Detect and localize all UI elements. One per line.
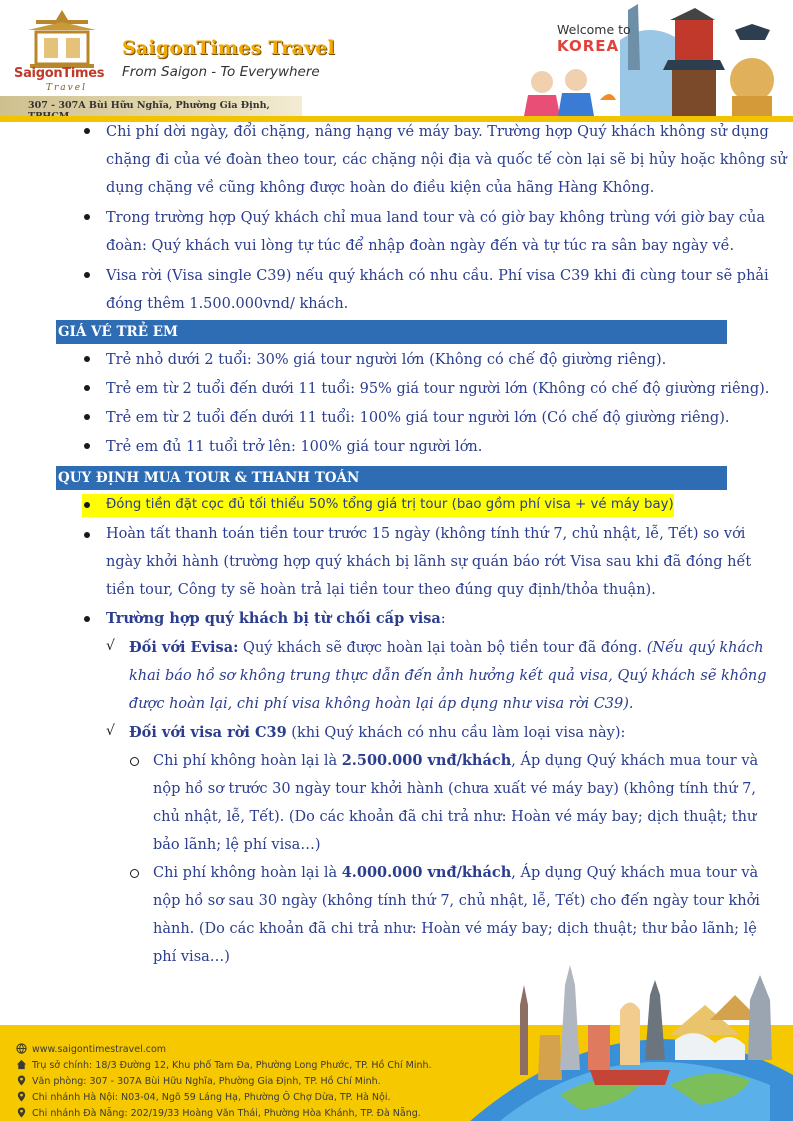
check-mark-icon: √ [106,638,115,654]
bullet-dot [84,532,90,538]
c39-sub1-line-2: nộp hồ sơ trước 30 ngày tour khởi hành (chưa xuất vé máy bay) (không tính thứ 7, [153,781,756,797]
intro-bullet-2-line-2: đoàn: Quý khách vui lòng tự túc để nhập đoàn ngày đến và tự túc ra sân bay ngày về. [106,238,735,254]
evisa-line-1: Đối với Evisa: Quý khách sẽ được hoàn lại toàn bộ tiền tour đã đóng. (Nếu quý khách [129,639,764,656]
section-heading-payment-rules: QUY ĐỊNH MUA TOUR & THANH TOÁN [56,466,727,490]
bullet-dot [84,616,90,622]
section-heading-children-price: GIÁ VÉ TRẺ EM [56,320,727,344]
intro-bullet-3-line-2: đóng thêm 1.500.000vnd/ khách. [106,296,349,312]
location-pin-icon [16,1107,27,1118]
footer-hanoi-branch: Chi nhánh Hà Nội: N03-04, Ngõ 59 Láng Hạ, Phường Ô Chợ Dừa, TP. Hà Nội. [16,1091,391,1103]
header-address-bar [0,96,302,116]
bullet-dot [84,272,90,278]
bullet-dot [84,385,90,391]
sub-bullet-circle [130,869,139,878]
bullet-dot [84,214,90,220]
c39-sub2-line-3: hành. (Do các khoản đã chi trả như: Hoàn vé máy bay; dịch thuật; thư bảo lãnh; lệ [153,921,757,937]
logo-wordmark: SaigonTimes [14,66,105,81]
footer-danang-branch: Chi nhánh Đà Nẵng: 202/19/33 Hoàng Văn Thái, Phường Hòa Khánh, TP. Đà Nẵng. [16,1107,421,1119]
complete-payment-line-2: ngày khởi hành (trường hợp quý khách bị lãnh sự quán báo rớt Visa sau khi đã đóng hết [106,554,752,570]
location-pin-icon [16,1075,27,1086]
bullet-dot [84,128,90,134]
c39-sub2-line-1: Chi phí không hoàn lại là 4.000.000 vnđ/khách, Áp dụng Quý khách mua tour và [153,864,759,881]
bullet-dot [84,502,90,508]
footer-office: Văn phòng: 307 - 307A Bùi Hữu Nghĩa, Phường Gia Định, TP. Hồ Chí Minh. [16,1075,381,1087]
complete-payment-line-3: tiền tour, Công ty sẽ hoàn trả lại tiền tour theo đúng quy định/thỏa thuận). [106,582,656,598]
visa-refusal-heading: Trường hợp quý khách bị từ chối cấp visa: [106,610,446,627]
bullet-dot [84,356,90,362]
evisa-line-2: khai báo hồ sơ không trung thực dẫn đến ảnh hưởng kết quả visa, Quý khách sẽ không [129,668,767,684]
children-price-item: Trẻ em đủ 11 tuổi trở lên: 100% giá tour người lớn. [106,439,483,455]
intro-bullet-1-line-3: dụng chặng về cũng không được hoàn do điều kiện của hãng Hàng Không. [106,180,655,196]
home-icon [16,1059,27,1070]
logo-subtitle: Travel [46,83,87,93]
c39-sub2-line-4: phí visa…) [153,949,230,965]
check-mark-icon: √ [106,723,115,739]
footer-head-office: Trụ sở chính: 18/3 Đường 12, Khu phố Tam Đa, Phường Long Phước, TP. Hồ Chí Minh. [16,1059,432,1071]
banner-welcome-text: Welcome to [557,22,631,37]
bullet-dot [84,414,90,420]
brand-name: SaigonTimes Travel [122,37,335,59]
korea-banner-illustration [520,0,793,116]
children-price-item: Trẻ nhỏ dưới 2 tuổi: 30% giá tour người lớn (Không có chế độ giường riêng). [106,352,667,368]
c39-sub1-line-1: Chi phí không hoàn lại là 2.500.000 vnđ/khách, Áp dụng Quý khách mua tour và [153,752,759,769]
c39-sub2-line-2: nộp hồ sơ sau 30 ngày (không tính thứ 7, chủ nhật, lễ, Tết) cho đến ngày tour khởi [153,893,760,909]
complete-payment-line-1: Hoàn tất thanh toán tiền tour trước 15 ngày (không tính thứ 7, chủ nhật, lễ, Tết) so với [106,526,746,542]
intro-bullet-1-line-2: chặng đi của vé đoàn theo tour, các chặng nội địa và quốc tế còn lại sẽ bị hủy hoặc không sử [106,152,787,168]
c39-heading: Đối với visa rời C39 (khi Quý khách có nhu cầu làm loại visa này): [129,724,626,741]
globe-icon [16,1043,27,1054]
intro-bullet-2-line-1: Trong trường hợp Quý khách chỉ mua land tour và có giờ bay không trùng với giờ bay của [106,210,765,226]
intro-bullet-1-line-1: Chi phí dời ngày, đổi chặng, nâng hạng vé máy bay. Trường hợp Quý khách không sử dụng [106,124,769,140]
sub-bullet-circle [130,757,139,766]
world-landmarks-globe-illustration [470,965,793,1121]
children-price-item: Trẻ em từ 2 tuổi đến dưới 11 tuổi: 100% giá tour người lớn (Có chế độ giường riêng). [106,410,730,426]
evisa-line-3: được hoàn lại, chi phí visa không hoàn lại áp dụng như visa rời C39). [129,696,634,712]
c39-sub1-line-4: bảo lãnh; lệ phí visa…) [153,837,321,853]
children-price-item: Trẻ em từ 2 tuổi đến dưới 11 tuổi: 95% giá tour người lớn (Không có chế độ giường riêng). [106,381,770,397]
deposit-rule: Đóng tiền đặt cọc đủ tối thiểu 50% tổng giá trị tour (bao gồm phí visa + vé máy bay) [106,497,674,512]
page-header [0,0,793,122]
footer-website[interactable]: www.saigontimestravel.com [16,1043,166,1055]
location-pin-icon [16,1091,27,1102]
intro-bullet-3-line-1: Visa rời (Visa single C39) nếu quý khách có nhu cầu. Phí visa C39 khi đi cùng tour sẽ phải [106,268,769,284]
c39-sub1-line-3: chủ nhật, lễ, Tết). (Do các khoản đã chi trả như: Hoàn vé máy bay; dịch thuật; thư [153,809,757,825]
brand-slogan: From Saigon - To Everywhere [122,64,320,80]
bullet-dot [84,443,90,449]
header-address: 307 - 307A Bùi Hữu Nghĩa, Phường Gia Định, [28,100,270,111]
banner-country-text: KOREA [557,37,620,55]
